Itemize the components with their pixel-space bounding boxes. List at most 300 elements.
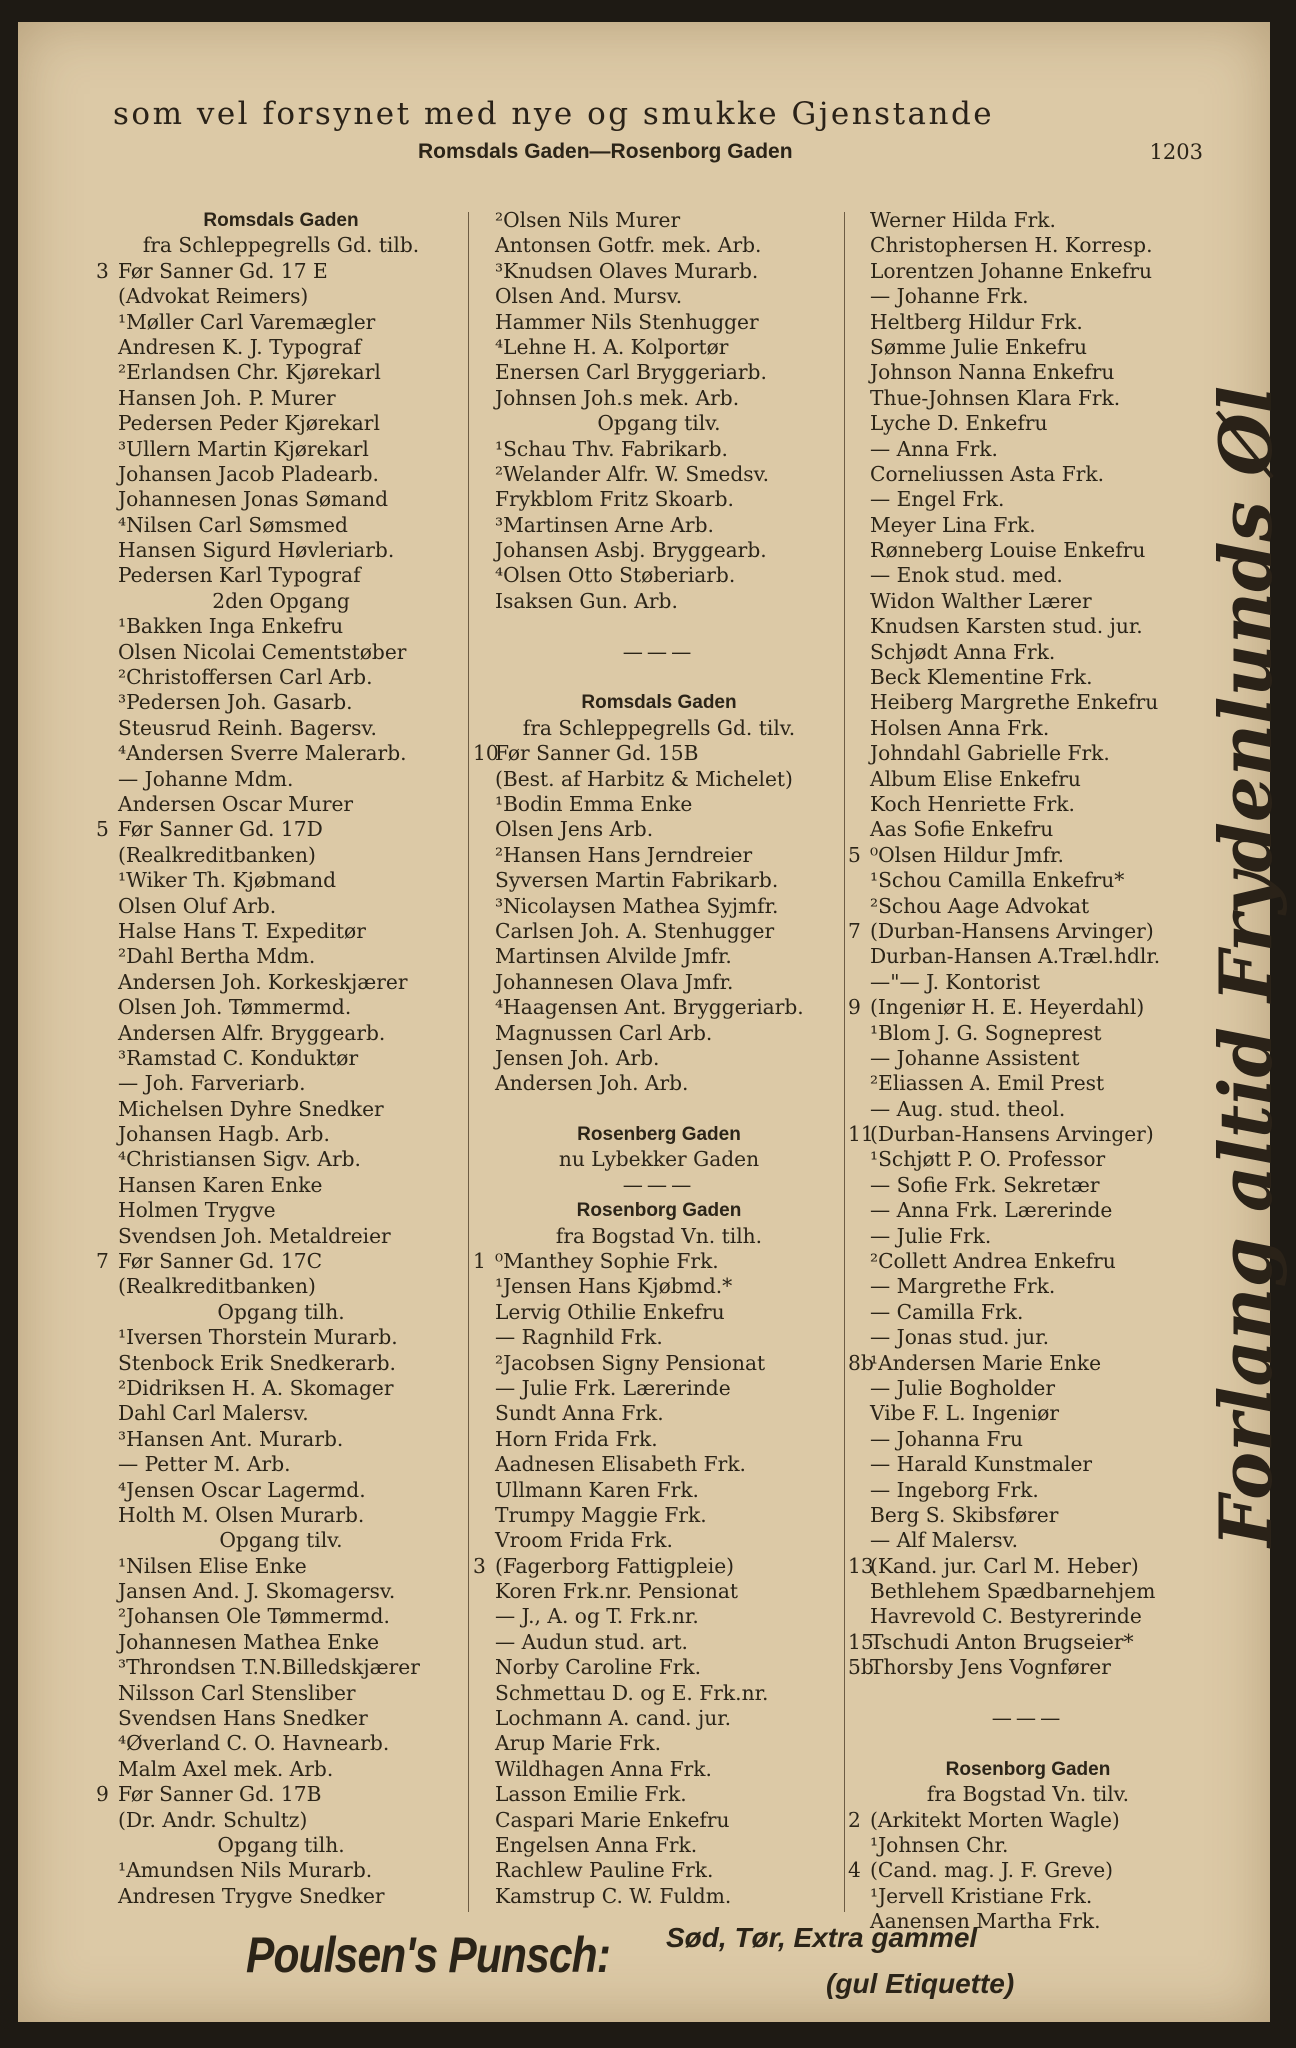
entry-text: Vibe F. L. Ingeniør	[870, 1401, 1060, 1426]
house-number: 9	[96, 1782, 109, 1807]
column-1	[96, 208, 466, 1909]
entry-text: Kamstrup C. W. Fuldm.	[495, 1883, 732, 1908]
directory-entry	[473, 1808, 845, 1833]
entry-text: Rachlew Pauline Frk.	[495, 1858, 714, 1883]
directory-entry	[848, 1833, 1208, 1858]
directory-entry	[848, 513, 1208, 538]
directory-entry	[848, 411, 1208, 436]
entry-text: — Johanne Assistent	[870, 1045, 1080, 1070]
entry-text: (Fagerborg Fattigpleie)	[495, 1553, 735, 1578]
entry-text: Olsen Nicolai Cementstøber	[118, 639, 407, 664]
entry-text: ¹Jervell Kristiane Frk.	[870, 1883, 1093, 1908]
directory-entry	[473, 944, 845, 969]
entry-text: Olsen Oluf Arb.	[118, 893, 277, 918]
entry-text: Magnussen Carl Arb.	[495, 1020, 713, 1045]
directory-entry	[473, 1249, 845, 1274]
entry-text: ¹Blom J. G. Sogneprest	[870, 1020, 1102, 1045]
directory-entry	[96, 386, 466, 411]
entry-text: ¹Schau Thv. Fabrikarb.	[495, 436, 728, 461]
directory-entry	[96, 1655, 466, 1680]
directory-entry	[848, 208, 1208, 233]
directory-entry	[848, 1198, 1208, 1223]
directory-entry	[473, 843, 845, 868]
directory-entry	[96, 1478, 466, 1503]
directory-entry	[848, 1528, 1208, 1553]
entry-text: ⁴Nilsen Carl Sømsmed	[118, 512, 348, 537]
entry-text: Holth M. Olsen Murarb.	[118, 1502, 365, 1527]
directory-entry	[848, 995, 1208, 1020]
entry-text: — Johanne Mdm.	[118, 766, 294, 791]
entry-text: Malm Axel mek. Arb.	[118, 1756, 334, 1781]
entry-text: Før Sanner Gd. 15B	[495, 741, 699, 766]
entry-text: Andersen Joh. Korkeskjærer	[118, 969, 408, 994]
entry-text: Christophersen H. Korresp.	[870, 233, 1153, 258]
directory-entry	[473, 1604, 845, 1629]
punsch-subnote: (gul Etiquette)	[826, 1968, 1015, 1999]
entry-text: ⁴Andersen Sverre Malerarb.	[118, 741, 407, 766]
entry-text: Ullmann Karen Frk.	[495, 1477, 699, 1502]
house-number: 2	[848, 1807, 861, 1832]
entry-text: ²Collett Andrea Enkefru	[870, 1249, 1116, 1274]
entry-text: ⁴Lehne H. A. Kolportør	[495, 334, 729, 359]
entry-text: Holsen Anna Frk.	[870, 715, 1050, 740]
entry-text: ³Hansen Ant. Murarb.	[118, 1426, 344, 1451]
entry-text: nu Lybekker Gaden	[558, 1147, 760, 1172]
entry-text: Schmettau D. og E. Frk.nr.	[495, 1680, 769, 1705]
section-note	[96, 1528, 466, 1553]
entry-text: Olsen And. Mursv.	[495, 284, 683, 309]
directory-entry	[848, 1071, 1208, 1096]
entry-text: Holmen Trygve	[118, 1198, 276, 1223]
entry-text: ³Throndsen T.N.Billedskjærer	[118, 1655, 420, 1680]
section-note	[473, 411, 845, 436]
directory-entry	[96, 1554, 466, 1579]
entry-text: ²Schou Aage Advokat	[870, 893, 1090, 918]
house-number: 11	[848, 1122, 874, 1147]
entry-text: Horn Frida Frk.	[495, 1426, 658, 1451]
directory-entry	[473, 233, 845, 258]
entry-text: Jensen Joh. Arb.	[495, 1045, 660, 1070]
directory-entry	[848, 1224, 1208, 1249]
directory-entry	[473, 310, 845, 335]
entry-text: Johannesen Mathea Enke	[118, 1629, 380, 1654]
entry-text: Frykblom Fritz Skoarb.	[495, 487, 734, 512]
entry-text: — Jonas stud. jur.	[870, 1325, 1050, 1350]
directory-entry	[848, 1478, 1208, 1503]
entry-text: ²Olsen Nils Murer	[495, 208, 681, 232]
directory-entry	[848, 1249, 1208, 1274]
entry-text: Olsen Joh. Tømmermd.	[118, 995, 352, 1020]
directory-entry	[473, 1021, 845, 1046]
entry-text: Sømme Julie Enkefru	[870, 334, 1088, 359]
directory-entry	[473, 1706, 845, 1731]
directory-page	[18, 22, 1288, 2022]
entry-text: (Arkitekt Morten Wagle)	[870, 1807, 1120, 1832]
directory-entry	[96, 284, 466, 309]
entry-text: — Julie Bogholder	[870, 1375, 1056, 1400]
directory-entry	[848, 1452, 1208, 1477]
directory-entry	[96, 741, 466, 766]
entry-text: — Johanne Frk.	[870, 284, 1029, 309]
directory-entry	[473, 1884, 845, 1909]
directory-entry	[96, 995, 466, 1020]
entry-text: ⁴Haagensen Ant. Bryggeriarb.	[495, 995, 804, 1020]
directory-entry	[848, 919, 1208, 944]
directory-entry	[848, 1579, 1208, 1604]
directory-entry	[96, 640, 466, 665]
entry-text: ⁴Øverland C. O. Havnearb.	[118, 1731, 390, 1756]
directory-entry	[848, 259, 1208, 284]
entry-text: Hammer Nils Stenhugger	[495, 309, 759, 334]
directory-entry	[473, 817, 845, 842]
entry-text: —"— J. Kontorist	[870, 969, 1040, 994]
directory-entry	[848, 716, 1208, 741]
entry-text: — Joh. Farveriarb.	[118, 1071, 306, 1096]
directory-entry	[473, 1554, 845, 1579]
house-number: 3	[473, 1553, 486, 1578]
blank-line	[848, 1731, 1208, 1756]
entry-text: — Petter M. Arb.	[118, 1452, 291, 1477]
directory-entry	[473, 386, 845, 411]
directory-entry	[848, 665, 1208, 690]
entry-text: Koch Henriette Frk.	[870, 791, 1075, 816]
directory-entry	[96, 1630, 466, 1655]
entry-text: Beck Klementine Frk.	[870, 665, 1093, 690]
directory-entry	[848, 1884, 1208, 1909]
directory-entry	[473, 1731, 845, 1756]
entry-text: — Harald Kunstmaler	[870, 1452, 1093, 1477]
directory-entry	[848, 640, 1208, 665]
entry-text: ⁰Manthey Sophie Frk.	[495, 1249, 719, 1274]
entry-text: Før Sanner Gd. 17D	[118, 817, 323, 842]
directory-entry	[848, 792, 1208, 817]
entry-text: ¹Amundsen Nils Murarb.	[118, 1858, 373, 1883]
house-number: 9	[848, 995, 861, 1020]
section-note	[96, 1833, 466, 1858]
column-3	[848, 208, 1208, 1935]
entry-text: Rosenborg Gaden	[945, 1758, 1111, 1780]
section-note	[96, 1300, 466, 1325]
entry-text: Meyer Lina Frk.	[870, 512, 1036, 537]
directory-entry	[473, 995, 845, 1020]
entry-text: Andresen K. J. Typograf	[118, 334, 362, 359]
entry-text: Corneliussen Asta Frk.	[870, 461, 1105, 486]
blank-line	[473, 614, 845, 639]
directory-entry	[96, 817, 466, 842]
entry-text: ²Dahl Bertha Mdm.	[118, 944, 316, 969]
entry-text: Opgang tilv.	[219, 1528, 343, 1553]
directory-entry	[848, 1325, 1208, 1350]
entry-text: ¹Bodin Emma Enke	[495, 791, 693, 816]
directory-entry	[848, 1046, 1208, 1071]
directory-entry	[96, 919, 466, 944]
entry-text: (Realkreditbanken)	[118, 842, 316, 867]
directory-entry	[848, 1173, 1208, 1198]
directory-entry	[96, 970, 466, 995]
entry-text: Johansen Jacob Pladearb.	[118, 461, 379, 486]
entry-text: — Ingeborg Frk.	[870, 1477, 1039, 1502]
entry-text: Johannesen Jonas Sømand	[118, 487, 389, 512]
directory-entry	[96, 1274, 466, 1299]
entry-text: (Advokat Reimers)	[118, 284, 309, 309]
street-heading	[96, 208, 466, 233]
directory-entry	[473, 1046, 845, 1071]
entry-text: ⁴Olsen Otto Støberiarb.	[495, 563, 736, 588]
entry-text: ²Welander Alfr. W. Smedsv.	[495, 461, 770, 486]
entry-text: Halse Hans T. Expeditør	[118, 918, 366, 943]
entry-text: fra Schleppegrells Gd. tilv.	[522, 715, 796, 740]
entry-text: — J., A. og T. Frk.nr.	[495, 1604, 699, 1629]
directory-entry	[96, 1147, 466, 1172]
entry-text: Engelsen Anna Frk.	[495, 1833, 698, 1857]
directory-entry	[848, 233, 1208, 258]
entry-text: Jansen And. J. Skomagersv.	[118, 1579, 396, 1604]
entry-text: — Enok stud. med.	[870, 563, 1063, 588]
section-note	[96, 589, 466, 614]
directory-entry	[96, 894, 466, 919]
section-separator	[848, 1706, 1208, 1731]
entry-text: — Julie Frk. Lærerinde	[495, 1375, 731, 1400]
entry-text: Hansen Sigurd Høvleriarb.	[118, 538, 395, 563]
directory-entry	[848, 817, 1208, 842]
directory-entry	[96, 1579, 466, 1604]
section-separator	[473, 1173, 845, 1198]
house-number: 15	[848, 1629, 874, 1654]
directory-entry	[848, 360, 1208, 385]
directory-entry	[96, 538, 466, 563]
entry-text: ²Hansen Hans Jerndreier	[495, 842, 753, 867]
entry-text: Rosenberg Gaden	[577, 1124, 741, 1146]
directory-entry	[96, 1503, 466, 1528]
entry-text: Stenbock Erik Snedkerarb.	[118, 1350, 396, 1375]
entry-text: (Ingeniør H. E. Heyerdahl)	[870, 995, 1145, 1020]
directory-entry	[848, 1630, 1208, 1655]
entry-text: Rønneberg Louise Enkefru	[870, 538, 1146, 563]
entry-text: Thue-Johnsen Klara Frk.	[870, 385, 1121, 410]
entry-text: Andersen Alfr. Bryggearb.	[118, 1020, 386, 1045]
blank-line	[473, 1097, 845, 1122]
directory-entry	[96, 335, 466, 360]
directory-entry	[96, 716, 466, 741]
directory-entry	[473, 1351, 845, 1376]
directory-entry	[473, 462, 845, 487]
directory-entry	[96, 437, 466, 462]
directory-entry	[848, 1808, 1208, 1833]
entry-text: Før Sanner Gd. 17B	[118, 1782, 322, 1807]
entry-text: Lervig Othilie Enkefru	[495, 1299, 725, 1324]
entry-text: — Aug. stud. theol.	[870, 1096, 1066, 1121]
entry-text: ³Knudsen Olaves Murarb.	[495, 258, 759, 283]
directory-entry	[473, 868, 845, 893]
directory-entry	[473, 259, 845, 284]
directory-entry	[473, 1528, 845, 1553]
directory-entry	[96, 1097, 466, 1122]
entry-text: Johansen Asbj. Bryggearb.	[495, 538, 767, 563]
directory-entry	[848, 843, 1208, 868]
directory-entry	[96, 1071, 466, 1096]
directory-entry	[848, 437, 1208, 462]
directory-entry	[848, 487, 1208, 512]
blank-line	[848, 1681, 1208, 1706]
entry-text: ⁴Jensen Oscar Lagermd.	[118, 1477, 366, 1502]
entry-text: ⁰Olsen Hildur Jmfr.	[870, 842, 1064, 867]
directory-entry	[473, 1833, 845, 1858]
directory-entry	[473, 513, 845, 538]
entry-text: ³Ramstad C. Konduktør	[118, 1045, 359, 1070]
directory-entry	[96, 1224, 466, 1249]
directory-entry	[473, 360, 845, 385]
directory-entry	[848, 1274, 1208, 1299]
entry-text: Johndahl Gabrielle Frk.	[870, 741, 1110, 766]
entry-text: Opgang tilv.	[597, 411, 721, 436]
directory-entry	[473, 792, 845, 817]
directory-entry	[96, 1808, 466, 1833]
directory-entry	[848, 1351, 1208, 1376]
entry-text: ³Pedersen Joh. Gasarb.	[118, 690, 353, 715]
street-heading	[473, 1122, 845, 1147]
directory-entry	[848, 1858, 1208, 1883]
entry-text: Durban-Hansen A.Træl.hdlr.	[870, 944, 1161, 969]
directory-entry	[473, 1325, 845, 1350]
directory-entry	[473, 538, 845, 563]
entry-text: (Cand. mag. J. F. Greve)	[870, 1858, 1114, 1883]
directory-entry	[96, 1173, 466, 1198]
page-number: 1203	[1149, 140, 1203, 164]
directory-entry	[848, 1122, 1208, 1147]
entry-text: Opgang tilh.	[217, 1299, 345, 1324]
entry-text: Sundt Anna Frk.	[495, 1401, 664, 1426]
directory-entry	[96, 411, 466, 436]
entry-text: ———	[622, 1172, 696, 1197]
directory-entry	[848, 462, 1208, 487]
directory-entry	[848, 310, 1208, 335]
house-number: 13	[848, 1553, 874, 1578]
directory-entry	[473, 741, 845, 766]
directory-entry	[848, 1401, 1208, 1426]
entry-text: — Anna Frk.	[870, 436, 998, 461]
entry-text: fra Schleppegrells Gd. tilb.	[142, 233, 420, 258]
entry-text: (Kand. jur. Carl M. Heber)	[870, 1553, 1139, 1578]
entry-text: (Best. af Harbitz & Michelet)	[495, 766, 793, 791]
house-number: 4	[848, 1858, 861, 1883]
house-number: 7	[848, 918, 861, 943]
entry-text: Nilsson Carl Stensliber	[118, 1680, 356, 1705]
entry-text: (Durban-Hansens Arvinger)	[870, 1122, 1154, 1147]
column-divider	[468, 212, 469, 1912]
entry-text: Tschudi Anton Brugseier*	[870, 1629, 1134, 1654]
entry-text: ¹Møller Carl Varemægler	[118, 309, 376, 334]
entry-text: — Camilla Frk.	[870, 1299, 1024, 1324]
directory-entry	[473, 1858, 845, 1883]
directory-entry	[96, 487, 466, 512]
section-note	[473, 716, 845, 741]
entry-text: Rosenborg Gaden	[576, 1200, 742, 1222]
section-note	[848, 1782, 1208, 1807]
directory-entry	[848, 386, 1208, 411]
entry-text: Johannesen Olava Jmfr.	[495, 969, 734, 994]
punsch-brand: Poulsen's Punsch:	[246, 1927, 611, 1983]
entry-text: Romsdals Gaden	[581, 692, 737, 714]
entry-text: Bethlehem Spædbarnehjem	[870, 1579, 1156, 1604]
directory-entry	[473, 1681, 845, 1706]
house-number: 5b	[848, 1655, 874, 1680]
directory-entry	[473, 1782, 845, 1807]
entry-text: Caspari Marie Enkefru	[495, 1807, 730, 1832]
directory-entry	[848, 767, 1208, 792]
directory-entry	[96, 767, 466, 792]
directory-entry	[96, 1681, 466, 1706]
entry-text: Før Sanner Gd. 17C	[118, 1249, 323, 1274]
entry-text: ¹Iversen Thorstein Murarb.	[118, 1325, 398, 1350]
top-advertisement: som vel forsynet med nye og smukke Gjenstande	[113, 96, 995, 132]
directory-entry	[96, 1401, 466, 1426]
entry-text: Aas Sofie Enkefru	[870, 817, 1054, 842]
entry-text: Andresen Trygve Snedker	[118, 1883, 385, 1908]
entry-text: ²Christoffersen Carl Arb.	[118, 665, 373, 690]
entry-text: Thorsby Jens Vognfører	[870, 1655, 1111, 1680]
directory-entry	[96, 1046, 466, 1071]
entry-text: — Julie Frk.	[870, 1223, 992, 1248]
entry-text: Svendsen Joh. Metaldreier	[118, 1223, 391, 1248]
directory-entry	[848, 1097, 1208, 1122]
entry-text: — Margrethe Frk.	[870, 1274, 1056, 1299]
entry-text: fra Bogstad Vn. tilv.	[926, 1782, 1130, 1807]
entry-text: ³Martinsen Arne Arb.	[495, 512, 714, 537]
directory-entry	[848, 1376, 1208, 1401]
directory-entry	[473, 1452, 845, 1477]
directory-entry	[96, 1122, 466, 1147]
house-number: 1	[473, 1249, 486, 1274]
directory-entry	[96, 1757, 466, 1782]
street-heading	[473, 1198, 845, 1223]
entry-text: (Durban-Hansens Arvinger)	[870, 918, 1154, 943]
directory-entry	[848, 1427, 1208, 1452]
street-heading	[848, 1757, 1208, 1782]
entry-text: Carlsen Joh. A. Stenhugger	[495, 918, 775, 943]
entry-text: ¹Johnsen Chr.	[870, 1833, 1009, 1857]
entry-text: Lochmann A. cand. jur.	[495, 1706, 732, 1731]
house-number: 5	[848, 842, 861, 867]
column-2	[473, 208, 845, 1909]
entry-text: Heiberg Margrethe Enkefru	[870, 690, 1159, 715]
house-number: 10	[473, 741, 499, 766]
entry-text: Aadnesen Elisabeth Frk.	[495, 1452, 746, 1477]
directory-entry	[96, 665, 466, 690]
directory-entry	[473, 1655, 845, 1680]
directory-entry	[96, 310, 466, 335]
entry-text: Steusrud Reinh. Bagersv.	[118, 715, 377, 740]
entry-text: ¹Schjøtt P. O. Professor	[870, 1147, 1106, 1172]
directory-entry	[473, 1401, 845, 1426]
entry-text: Trumpy Maggie Frk.	[495, 1502, 707, 1527]
entry-text: (Dr. Andr. Schultz)	[118, 1807, 308, 1832]
entry-text: Opgang tilh.	[217, 1833, 345, 1857]
entry-text: Koren Frk.nr. Pensionat	[495, 1579, 739, 1604]
entry-text: ²Erlandsen Chr. Kjørekarl	[118, 360, 381, 385]
entry-text: Album Elise Enkefru	[870, 766, 1081, 791]
directory-entry	[96, 1782, 466, 1807]
punsch-variants: Sød, Tør, Extra gammel	[666, 1922, 978, 1953]
entry-text: — Ragnhild Frk.	[495, 1325, 663, 1350]
entry-text: — Anna Frk. Lærerinde	[870, 1198, 1113, 1223]
entry-text: ²Johansen Ole Tømmermd.	[118, 1604, 390, 1629]
directory-entry	[96, 563, 466, 588]
directory-entry	[96, 1021, 466, 1046]
directory-entry	[96, 1731, 466, 1756]
entry-text: (Realkreditbanken)	[118, 1274, 316, 1299]
directory-entry	[96, 792, 466, 817]
entry-text: — Audun stud. art.	[495, 1629, 688, 1654]
